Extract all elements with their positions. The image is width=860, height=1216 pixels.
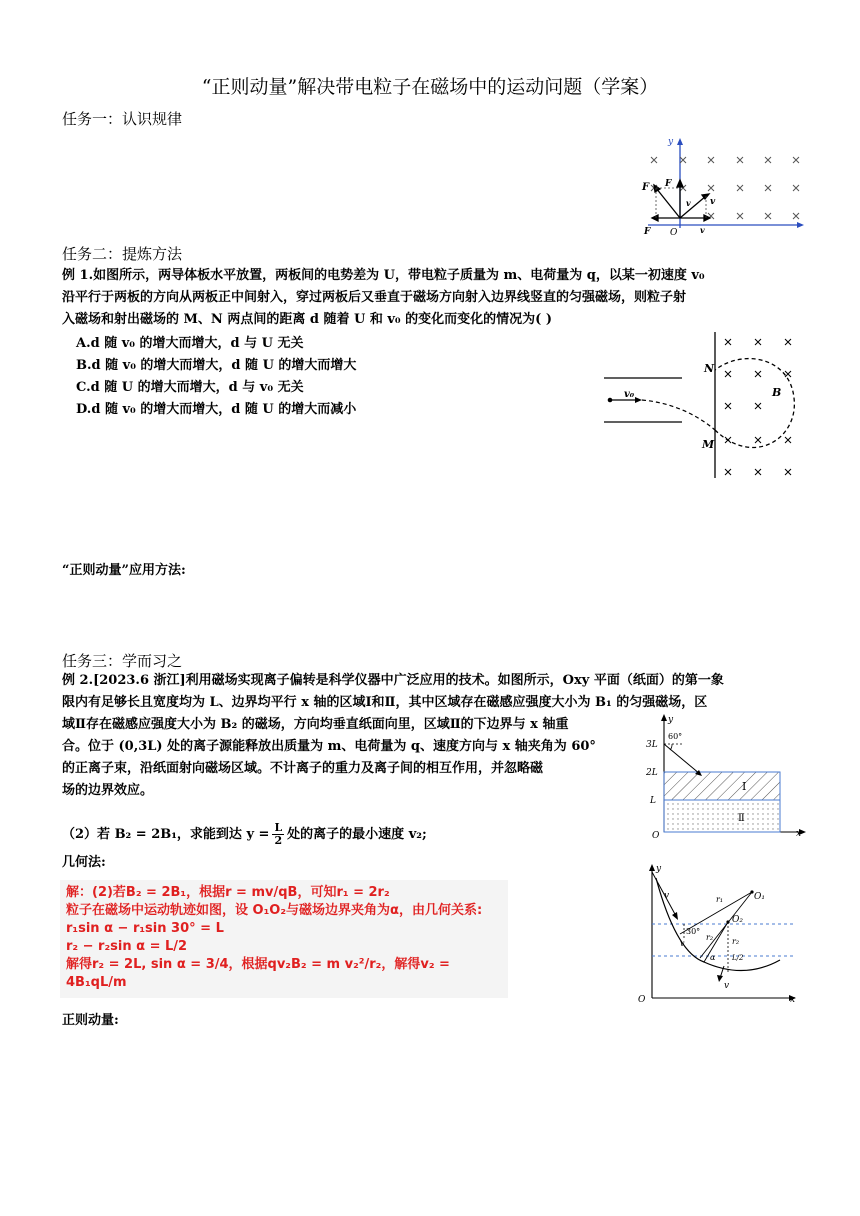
o1-label: O₁ bbox=[754, 892, 765, 902]
example2-text: 的正离子束，沿纸面射向磁场区域。不计离子的重力及离子间的相互作用，并忽略磁 bbox=[62, 761, 544, 776]
fig1-label: v bbox=[710, 197, 716, 207]
fig1-label: v bbox=[686, 198, 691, 208]
cross-mark bbox=[793, 185, 799, 191]
cross-mark bbox=[725, 437, 731, 443]
fig1-label: O bbox=[670, 228, 678, 238]
field-b-label: B bbox=[772, 386, 782, 399]
cross-mark bbox=[737, 157, 743, 163]
example2-text: 合。位于 (0,3L) 处的离子源能释放出质量为 m、电荷量为 q、速度方向与 x 轴夹角为 60° bbox=[62, 739, 596, 754]
example2-text: 场的边界效应。 bbox=[62, 783, 154, 798]
cross-mark bbox=[755, 371, 761, 377]
angle-label: 60° bbox=[668, 732, 683, 741]
example2-text: 例 2.[2023.6 浙江]利用磁场实现离子偏转是科学仪器中广泛应用的技术。如图所示，Oxy 平面（纸面）的第一象 bbox=[62, 673, 724, 688]
regions-figure bbox=[646, 712, 810, 838]
solution-line: 粒子在磁场中运动轨迹如图，设 O₁O₂与磁场边界夹角为α，由几何关系: bbox=[66, 903, 483, 918]
v0-label: v₀ bbox=[624, 389, 635, 400]
fig1-label: v bbox=[700, 225, 705, 235]
fig1-label: y bbox=[668, 137, 674, 147]
example1-text: 入磁场和射出磁场的 M、N 两点间的距离 d 随着 U 和 v₀ 的变化而变化的情况为( ) bbox=[62, 312, 552, 327]
cross-mark bbox=[765, 213, 771, 219]
region-i-label: Ⅰ bbox=[742, 780, 747, 793]
fig1-label: F bbox=[665, 179, 672, 189]
origin-label: O bbox=[638, 995, 646, 1004]
magnetic-field-crosses bbox=[725, 339, 791, 475]
example1-text: 例 1.如图所示，两导体板水平放置，两板间的电势差为 U，带电粒子质量为 m、电荷量为 q，以某一初速度 v₀ bbox=[62, 268, 705, 283]
cross-mark bbox=[651, 157, 657, 163]
options-list bbox=[76, 333, 356, 421]
half-l-label: L/2 bbox=[732, 954, 744, 962]
task3-heading: 任务三：学而习之 bbox=[62, 652, 183, 670]
lorentz-force-figure bbox=[634, 132, 806, 238]
cross-mark bbox=[725, 469, 731, 475]
cross-mark bbox=[785, 469, 791, 475]
cross-mark bbox=[755, 403, 761, 409]
l-label: L bbox=[650, 796, 656, 806]
velocity-label: v bbox=[724, 981, 730, 991]
fig1-label: F bbox=[642, 182, 650, 193]
region-ii-label: Ⅱ bbox=[738, 813, 745, 824]
point-n-label: N bbox=[704, 362, 715, 375]
option-c[interactable]: C.d 随 U 的增大而增大，d 与 v₀ 无关 bbox=[76, 380, 304, 395]
option-b[interactable]: B.d 随 v₀ 的增大而增大，d 随 U 的增大而增大 bbox=[76, 358, 357, 373]
canonical-momentum-label: 正则动量: bbox=[62, 1013, 119, 1028]
example1-text: 沿平行于两板的方向从两板正中间射入，穿过两板后又垂直于磁场方向射入边界线竖直的匀强磁场，则粒子射 bbox=[62, 290, 687, 305]
cross-mark bbox=[793, 213, 799, 219]
question-2-prefix: （2）若 B₂ = 2B₁，求能到达 y = bbox=[62, 826, 270, 842]
task1-heading: 任务一：认识规律 bbox=[62, 110, 183, 128]
plates-magnetic-field-figure bbox=[604, 328, 804, 480]
2l-label: 2L bbox=[646, 768, 658, 778]
cross-mark bbox=[737, 213, 743, 219]
origin-label: O bbox=[652, 831, 660, 838]
solution-line: r₁sin α − r₁sin 30° = L bbox=[66, 921, 224, 936]
y-axis-label: y bbox=[668, 715, 674, 725]
task2-heading: 任务二：提炼方法 bbox=[62, 245, 183, 263]
r2-label: r₂ bbox=[706, 933, 714, 942]
cross-mark bbox=[785, 371, 791, 377]
option-d[interactable]: D.d 随 v₀ 的增大而增大，d 随 U 的增大而减小 bbox=[76, 402, 357, 417]
x-axis-label: x bbox=[796, 829, 802, 838]
solution-line: 解：(2)若B₂ = 2B₁，根据r = mv/qB，可知r₁ = 2r₂ bbox=[66, 885, 390, 900]
cross-mark bbox=[725, 339, 731, 345]
cross-mark bbox=[755, 339, 761, 345]
cross-mark bbox=[785, 437, 791, 443]
option-a[interactable]: A.d 随 v₀ 的增大而增大，d 与 U 无关 bbox=[76, 336, 304, 351]
cross-mark bbox=[793, 157, 799, 163]
solution-box bbox=[60, 880, 508, 998]
example2-text: 限内有足够长且宽度均为 L、边界均平行 x 轴的区域Ⅰ和Ⅱ，其中区域存在磁感应强度大小为 B₁ 的匀强磁场，区 bbox=[62, 695, 708, 710]
r2-label: r₂ bbox=[732, 937, 740, 946]
fig1-label: F bbox=[644, 227, 651, 237]
angle-30-label: 30° bbox=[686, 927, 701, 936]
cross-mark bbox=[725, 403, 731, 409]
example2-text: 域Ⅱ存在磁感应强度大小为 B₂ 的磁场，方向均垂直纸面向里，区域Ⅱ的下边界与 x 轴重 bbox=[62, 717, 569, 732]
trajectory-figure bbox=[632, 862, 804, 1004]
cross-mark bbox=[785, 339, 791, 345]
question-2 bbox=[62, 822, 427, 847]
page-title: “正则动量”解决带电粒子在磁场中的运动问题（学案） bbox=[201, 76, 659, 98]
cross-mark bbox=[708, 157, 714, 163]
fraction bbox=[272, 822, 284, 847]
geometry-method-label: 几何法: bbox=[62, 855, 106, 870]
velocity-label: v bbox=[664, 891, 670, 901]
method-label: “正则动量”应用方法: bbox=[62, 563, 186, 578]
solution-line: r₂ − r₂sin α = L/2 bbox=[66, 939, 188, 954]
question-2-suffix: 处的离子的最小速度 v₂; bbox=[287, 826, 427, 842]
cross-mark bbox=[755, 437, 761, 443]
cross-mark bbox=[765, 185, 771, 191]
3l-label: 3L bbox=[646, 740, 658, 750]
cross-mark bbox=[765, 157, 771, 163]
solution-line: 解得r₂ = 2L, sin α = 3/4，根据qv₂B₂ = m v₂²/r₂，解得v₂ = 4B₁qL/m bbox=[66, 957, 450, 990]
cross-mark bbox=[737, 185, 743, 191]
cross-mark bbox=[755, 469, 761, 475]
r1-label: r₁ bbox=[716, 895, 724, 904]
fraction-denominator: 2 bbox=[274, 834, 283, 847]
o2-label: O₂ bbox=[732, 915, 743, 925]
y-axis-label: y bbox=[656, 864, 662, 874]
alpha-label: α bbox=[710, 953, 716, 962]
cross-mark bbox=[680, 157, 686, 163]
cross-mark bbox=[708, 185, 714, 191]
point-m-label: M bbox=[702, 438, 715, 451]
cross-mark bbox=[725, 371, 731, 377]
x-axis-label: x bbox=[790, 995, 796, 1004]
fraction-numerator: L bbox=[274, 821, 283, 834]
velocity-label: v bbox=[680, 939, 685, 948]
